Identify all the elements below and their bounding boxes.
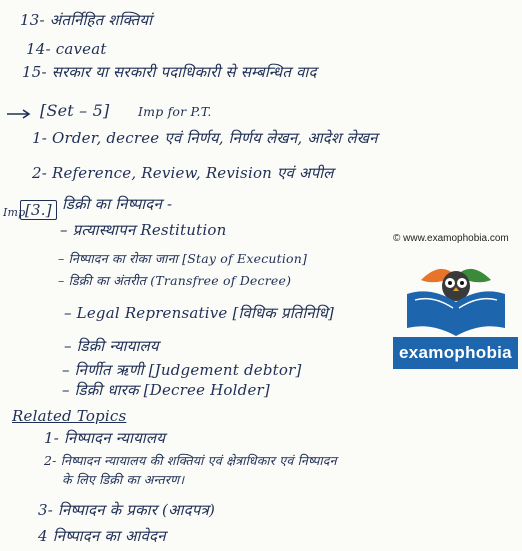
note-line-1: 1- Order, decree एवं निर्णय, निर्णय लेखन, आदेश लेखन bbox=[32, 129, 378, 147]
note-line-15: 15- सरकार या सरकारी पदाधिकारी से सम्बन्धित वाद bbox=[22, 63, 317, 81]
watermark-url: © www.examophobia.com bbox=[393, 232, 509, 244]
arrow-icon bbox=[6, 108, 32, 120]
imp-pt-label: Imp for P.T. bbox=[138, 104, 212, 119]
related-topic-4: 4 निष्पादन का आवेदन bbox=[38, 527, 166, 545]
owl-book-icon bbox=[401, 246, 511, 338]
bullet-transfer-decree: – डिक्री का अंतरीत (Transfree of Decree) bbox=[58, 273, 292, 288]
bullet-legal-rep: – Legal Reprensative [विधिक प्रतिनिधि] bbox=[64, 304, 335, 322]
related-topic-2-cont: के लिए डिक्री का अन्तरण। bbox=[62, 472, 185, 487]
note-line-13: 13- अंतर्निहित शक्तियां bbox=[20, 11, 153, 29]
related-topic-2: 2- निष्पादन न्यायालय की शक्तियां एवं क्षेत्राधिकार एवं निष्पादन bbox=[44, 453, 337, 468]
examophobia-watermark bbox=[393, 230, 518, 370]
related-topic-3: 3- निष्पादन के प्रकार (आदपत्र) bbox=[38, 501, 216, 519]
bullet-stay-execution: – निष्पादन का रोका जाना [Stay of Execution] bbox=[58, 251, 308, 266]
watermark-brand: examophobia bbox=[393, 337, 518, 369]
bullet-restitution: – प्रत्यास्थापन Restitution bbox=[60, 221, 227, 239]
related-topics-heading: Related Topics bbox=[12, 407, 127, 425]
section-number: [3.] bbox=[20, 200, 57, 220]
imp-margin-note: Imp bbox=[3, 206, 26, 219]
bullet-decree-court: – डिक्री न्यायालय bbox=[64, 337, 159, 355]
bullet-decree-holder: – डिक्री धारक [Decree Holder] bbox=[62, 381, 270, 399]
note-line-2: 2- Reference, Review, Revision एवं अपील bbox=[32, 164, 334, 182]
note-line-14: 14- caveat bbox=[26, 40, 107, 58]
bullet-judgement-debtor: – निर्णीत ऋणी [Judgement debtor] bbox=[62, 361, 302, 379]
set-label: [Set – 5] bbox=[40, 101, 110, 120]
section-heading: डिक्री का निष्पादन - bbox=[62, 195, 173, 213]
related-topic-1: 1- निष्पादन न्यायालय bbox=[44, 429, 166, 447]
